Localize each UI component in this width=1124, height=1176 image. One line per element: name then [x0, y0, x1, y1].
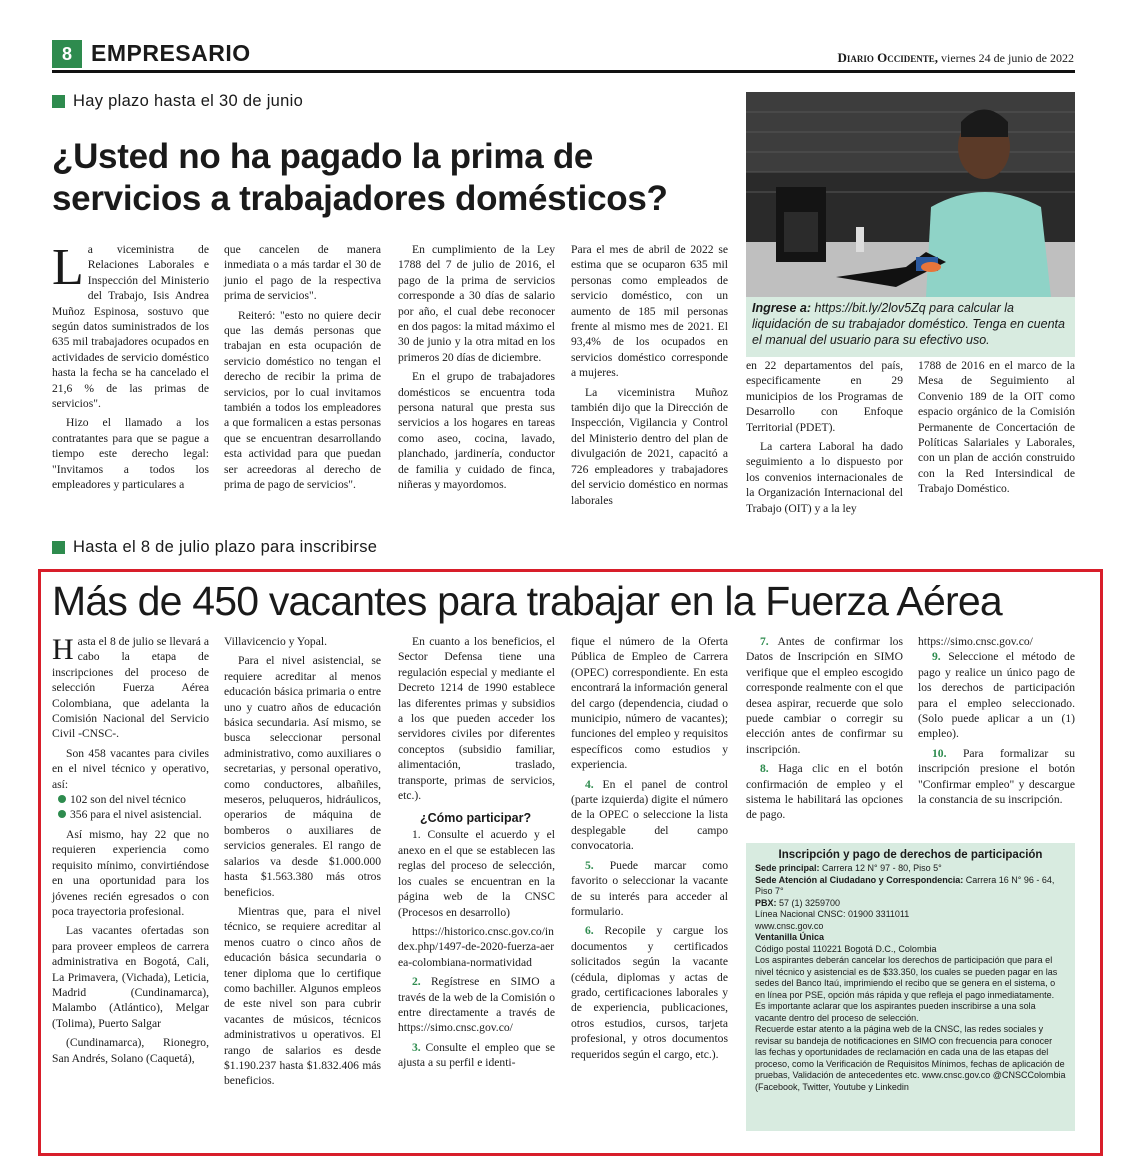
story2-col1 [52, 634, 209, 1066]
story1-kicker [52, 92, 303, 111]
paragraph: 1. Consulte el acuerdo y el anexo en el que se establecen las reglas del proceso de selección, los cuales se encuentran en la página web de la CNSC (Procesos en desarrollo) [398, 828, 555, 919]
info-line: PBX: 57 (1) 3259700 [755, 897, 841, 908]
info-line: Código postal 110221 Bogotá D.C., Colombia [755, 943, 937, 954]
story2-col2 [224, 634, 381, 1089]
step-9: 9. Seleccione el método de pago y realice un único pago de los derechos de participación para el empleo seleccionado. (Solo puede aplicar a un (1) empleo). [918, 650, 1075, 741]
paragraph: (Cundinamarca), Rionegro, San Andrés, Solano (Caquetá), [52, 1036, 209, 1065]
paragraph: Reiteró: "esto no quiere decir que las demás personas que trabajan en esta ocupación de servicio doméstico no tengan el derecho de recibir la prima de servicios, por lo cual invitamos también a todos los empleadores a que formalicen a estas personas que se encuentran desarrollando esta actividad para que puedan ser acreedoras al derecho de prima de pago de servicios". [224, 308, 381, 492]
bullet-item: 102 son del nivel técnico [52, 792, 209, 807]
story-photo [746, 92, 1075, 297]
info-line: Ventanilla Única [755, 932, 825, 942]
bullet-item: 356 para el nivel asistencial. [52, 807, 209, 822]
paragraph: Mientras que, para el nivel técnico, se requiere acreditar al menos cuatro o cinco años de educación básica secundaria o tener diploma que lo certifique como bachiller. Algunos empleos de este nivel son para cubrir vacantes de músicos, técnicos administrativos u operativos. El rango de salarios es desde $1.190.237 hasta $1.832.406 más beneficios. [224, 904, 381, 1088]
paragraph: asta el 8 de julio se llevará a cabo la etapa de inscripciones del proceso de selección Fuerza Aérea Colombiana, que adelanta la Comisión Nacional del Servicio Civil -CNSC-. [52, 635, 209, 741]
paragraph: que cancelen de manera inmediata o a más tardar el 30 de junio el pago de la respectiva prima de servicios". [224, 243, 381, 303]
caption-lead: Ingrese a: [752, 301, 812, 315]
info-line: Línea Nacional CNSC: 01900 3311011 [755, 909, 910, 919]
paragraph: Hizo el llamado a los contratantes para que se pague a tiempo este derecho legal: "Invitamos a todos los empleadores y particulares a [52, 416, 209, 492]
story1-col1 [52, 239, 209, 493]
paragraph: La cartera Laboral ha dado seguimiento a lo dispuesto por los convenios internacionales de la Organización Internacional del Trabajo (OIT) y a la ley [746, 440, 903, 515]
header-rule [52, 70, 1075, 73]
story2-kicker [52, 538, 377, 557]
step-7: 7. Antes de confirmar los Datos de Inscripción en SIMO verifique que el empleo escogido corresponde realmente con el que desea aspirar, recuerde que solo puede cambiar o corregir su elección antes de confirmar su inscripción. [746, 635, 903, 756]
bullet-icon [58, 795, 66, 803]
step-3: 3. Consulte el empleo que se ajusta a su perfil e identi- [398, 1040, 555, 1070]
info-line: Los aspirantes deberán cancelar los derechos de participación que para el nivel técnico y asistencial es de $33.350, los cuales se pueden pagar en las sedes del Banco Itaú, imprimiendo el recibo que se genera en el sistema, o en línea por PSE, opción más rápida y que refleja el pago inmediatamente. [755, 955, 1058, 1000]
paragraph: En el grupo de trabajadores domésticos se encuentra toda persona natural que presta sus servicios a los hogares en tareas como aseo, cocina, lavado, planchado, jardinería, conductor de familia y cuidado de finca, niñeras y mayordomos. [398, 370, 555, 492]
url-text: https://simo.cnsc.gov.co/ [918, 635, 1033, 648]
paper-name: Diario Occidente, [837, 50, 939, 65]
kicker-square-icon [52, 95, 65, 108]
story1-col6 [918, 358, 1075, 497]
dropcap: H [52, 633, 74, 666]
url-text: https://historico.cnsc.gov.co/index.php/1497-de-2020-fuerza-aerea-colombiana-normatividad [398, 924, 555, 969]
page-number: 8 [52, 40, 82, 68]
subhead: ¿Cómo participar? [420, 811, 532, 826]
info-line: Sede principal: Carrera 12 N° 97 - 80, Piso 5° [755, 863, 942, 873]
paragraph: En cumplimiento de la Ley 1788 del 7 de julio de 2016, el pago de la prima de servicios corresponde a 30 días de salario por año, el cual debe reconocer en dos pagos: la mitad máximo el 30 de junio y la otra mitad en los primeros 20 días de diciembre. [398, 243, 555, 364]
story1-headline: ¿Usted no ha pagado la prima de servicios a trabajadores domésticos? [52, 137, 668, 218]
paragraph: Las vacantes ofertadas son para proveer empleos de carrera administrativa en Bogotá, Cali, La Primavera, (Vichada), Leticia, Madrid (Cundinamarca), Malambo (Atlántico), Melgar (Tolima), Puerto Salgar [52, 924, 209, 1030]
issue-date: viernes 24 de junio de 2022 [941, 51, 1074, 65]
story2-col4 [571, 634, 728, 1062]
info-line: Sede Atención al Ciudadano y Correspondencia: Carrera 16 N° 96 - 64, Piso 7° [755, 874, 1055, 896]
story1-col4 [571, 242, 728, 508]
kicker-text: Hasta el 8 de julio plazo para inscribirse [73, 538, 378, 556]
info-line: Es importante aclarar que los aspirantes pueden inscribirse a una sola vacante dentro del proceso de selección. [755, 1001, 1036, 1023]
story2-col6 [918, 634, 1075, 807]
paragraph: Para el mes de abril de 2022 se estima que se ocuparon 635 mil personas como empleados de servicio doméstico, con un aumento de 185 mil personas frente al mismo mes de 2021. El 93,4% de los ocupados en servicios doméstico corresponde a mujeres. [571, 243, 728, 380]
step-6: 6. Recopile y cargue los documentos y certificados solicitados según la vacante (cédula, diplomas y actas de grado, certificaciones laborales y de experiencia, publicaciones, otros estudios, cursos, tarjeta profesional, y otros documentos requeridos según el cargo, etc.). [571, 924, 728, 1061]
paragraph: En cuanto a los beneficios, el Sector Defensa tiene una regulación especial y mediante el Decreto 1214 de 1990 establece las diferentes primas y subsidios a los que pueden acceder los servidores civiles por diferentes conceptos (subsidio familiar, alimentación, traslado, transporte, primas de servicios, etc.). [398, 635, 555, 803]
story2-headline: Más de 450 vacantes para trabajar en la Fuerza Aérea [52, 578, 1002, 624]
paragraph: Así mismo, hay 22 que no requieren experiencia como requisito mínimo, convirtiéndose en una oportunidad para los jóvenes recién egresados o con poca trayectoria profesional. [52, 827, 209, 918]
paragraph: en 22 departamentos del país, especificamente en 29 municipios de los Programas de Desarrollo con Enfoque Territorial (PDET). [746, 359, 903, 434]
paragraph: Son 458 vacantes para civiles en el nivel técnico y operativo, así: [52, 746, 209, 791]
step-4: 4. En el panel de control (parte izquierda) digite el número de la OPEC o seleccione la lista desplegable del campo convocatoria. [571, 777, 729, 853]
story1-col2 [224, 242, 381, 493]
paragraph: fique el número de la Oferta Pública de Empleo de Carrera (OPEC) correspondiente. En esta encontrará la información general del cargo (dependencia, ciudad o municipio, número de vacantes); funciones del empleo y requisitos específicos como estudios y experiencia. [571, 635, 728, 772]
step-10: 10. Para formalizar su inscripción presione el botón "Confirmar empleo" y descargue la constancia de su inscripción. [918, 746, 1075, 807]
info-box-title: Inscripción y pago de derechos de participación [778, 849, 1043, 861]
kicker-text: Hay plazo hasta el 30 de junio [73, 92, 304, 110]
caption-text: https://bit.ly/2lov5Zq para calcular la liquidación de su trabajador doméstico. Tenga en cuenta el manual del usuario para su efectivo uso. [752, 301, 1065, 347]
info-box [746, 843, 1075, 1131]
section-title: EMPRESARIO [91, 40, 251, 66]
story1-col5 [746, 358, 903, 516]
paragraph: Villavicencio y Yopal. [224, 635, 327, 648]
step-2: 2. Regístrese en SIMO a través de la web de la Comisión o entre directamente a través de https://simo.cnsc.gov.co/ [398, 975, 555, 1035]
bullet-icon [58, 810, 66, 818]
kicker-square-icon [52, 541, 65, 554]
story2-col3 [398, 634, 555, 1071]
paragraph: La viceministra Muñoz también dijo que la Dirección de Inspección, Vigilancia y Control del Ministerio dentro del plan de divulgación de 2021, capacitó a 726 empleadores y trabajadores del servicio doméstico en normas laborales [571, 385, 728, 507]
info-line: www.cnsc.gov.co [755, 920, 824, 931]
paragraph: 1788 de 2016 en el marco de la Mesa de Seguimiento al Convenio 189 de la OIT como espacio orgánico de la Comisión Permanente de Concertación de Políticas Salariales y Laborales, con un plan de acción construido con la Red Intersindical de Trabajo Doméstico. [918, 359, 1075, 496]
story1-col3 [398, 242, 555, 493]
info-line: Recuerde estar atento a la página web de la CNSC, las redes sociales y revisar su bandeja de notificaciones en SIMO con frecuencia para conocer las fechas y oportunidades de reclamación en cada una de las etapas del proceso, como la Verificación de Requisitos Mínimos, fechas de aplicación de pruebas, Validación de antecedentes etc. www.cnsc.gov.co @CNSCColombia (Facebook, Twitter, Youtube y Linkedin [755, 1024, 1066, 1092]
paragraph: Para el nivel asistencial, se requiere acreditar al menos educación básica primaria o entre uno y cuatro años de educación básica secundaria. Así mismo, se busca seleccionar personal administrativo, como auxiliares o secretarias, y personal operativo, como conductores, albañiles, meseros, peluqueros, hidráulicos, operarios de máquina de bomberos o auxiliares de servicios generales. El rango de salarios va desde $1.000.000 hasta $1.563.380 más otros beneficios. [224, 654, 381, 899]
story2-col5 [746, 634, 903, 823]
step-5: 5. Puede marcar como favorito o seleccionar la vacante de su interés para acceder al formulario. [571, 858, 728, 918]
paragraph: a viceministra de Relaciones Laborales e Inspección del Ministerio del Trabajo, Isis Andrea Muñoz Espinosa, sostuvo que según datos suministrados de los 635 mil trabajadores ocupados en actividades de servicio doméstico hasta la fecha se ha cancelado el 21,6 % de las primas de servicios". [52, 243, 209, 411]
photo-illustration [746, 92, 1075, 297]
masthead [838, 50, 1075, 66]
step-8: 8. Haga clic en el botón confirmación de empleo y el sistema le habilitará las opciones de pago. [746, 762, 903, 822]
dropcap: L [52, 239, 84, 296]
photo-caption [746, 297, 1075, 357]
